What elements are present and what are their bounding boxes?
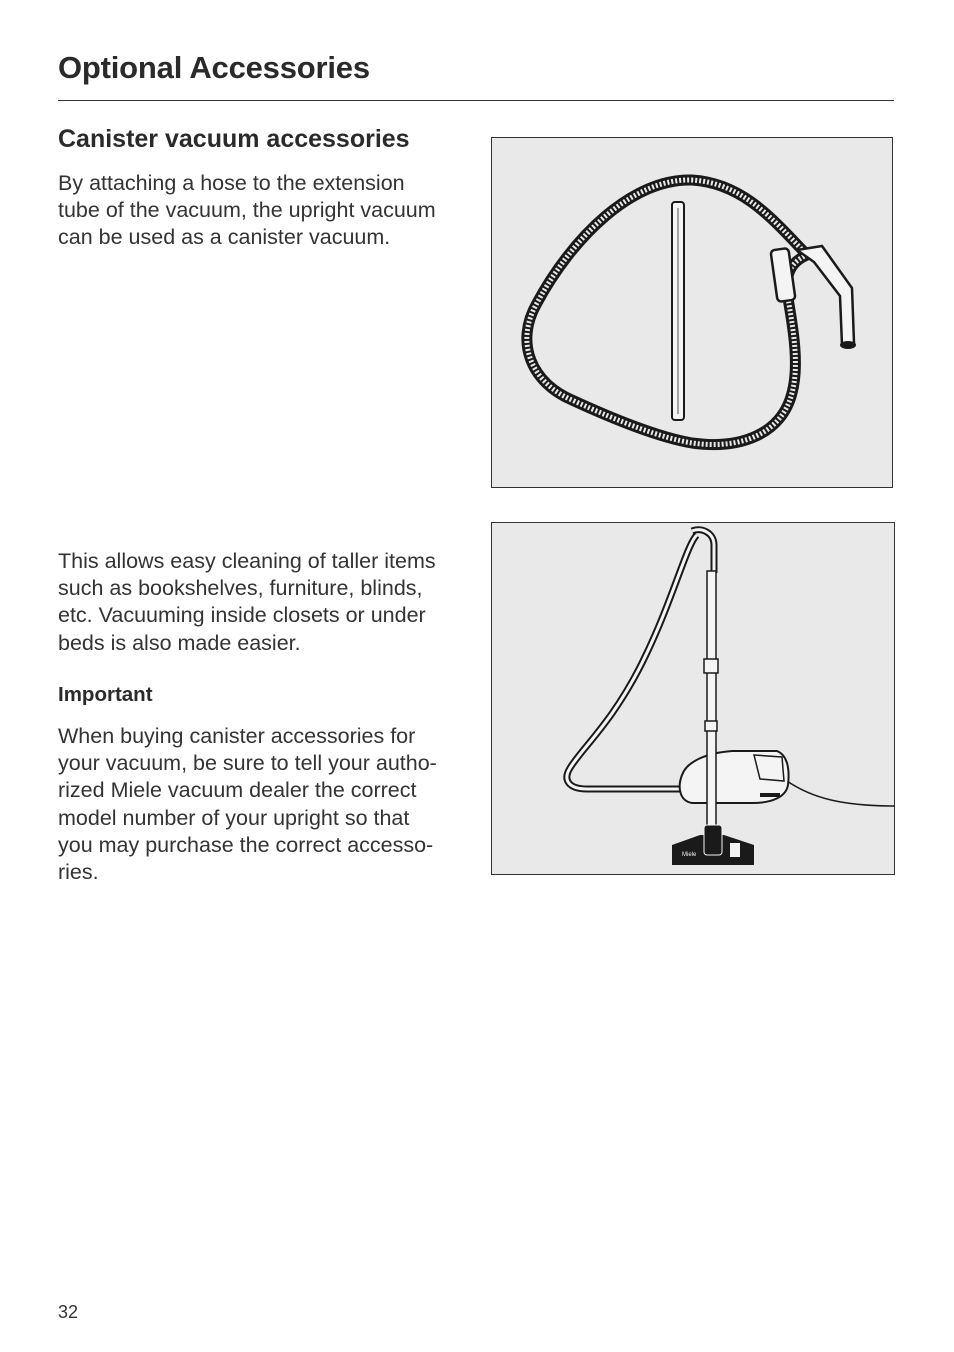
important-heading: Important [58,683,153,706]
hose-connector [770,248,795,302]
intro-line: can be used as a canister vacuum. [58,225,391,250]
brand-mark: Miele [682,852,697,858]
page-number: 32 [58,1302,79,1322]
important-line: you may purchase the correct accesso- [58,832,434,857]
intro-line: tube of the vacuum, the upright vacuum [58,198,436,223]
power-cord [787,781,895,806]
section-heading: Canister vacuum accessories [58,125,410,153]
page-title: Optional Accessories [58,50,370,85]
usage-paragraph [58,548,468,657]
usage-line: beds is also made easier. [58,630,301,655]
important-line: rized Miele vacuum dealer the correct [58,778,417,803]
canister-hose [567,535,697,789]
usage-line: etc. Vacuuming inside closets or under [58,603,426,628]
important-line: When buying canister accessories for [58,724,416,748]
important-line: ries. [58,860,99,885]
important-line: model number of your upright so that [58,805,410,830]
hose-outer-line [527,180,807,445]
canister-figure [491,522,895,875]
hose-and-extension-tube-illustration [492,138,894,489]
title-divider [58,100,894,101]
usage-line: This allows easy cleaning of taller items [58,549,436,573]
important-line: your vacuum, be sure to tell your autho- [58,751,437,776]
intro-paragraph [58,170,468,252]
extension-wand [707,571,716,831]
important-paragraph [58,723,468,886]
usage-line: such as bookshelves, furniture, blinds, [58,576,423,601]
intro-line: By attaching a hose to the extension [58,171,405,195]
handle-end [840,341,856,349]
hose-figure [491,137,893,488]
upright-used-as-canister-illustration [492,523,896,876]
